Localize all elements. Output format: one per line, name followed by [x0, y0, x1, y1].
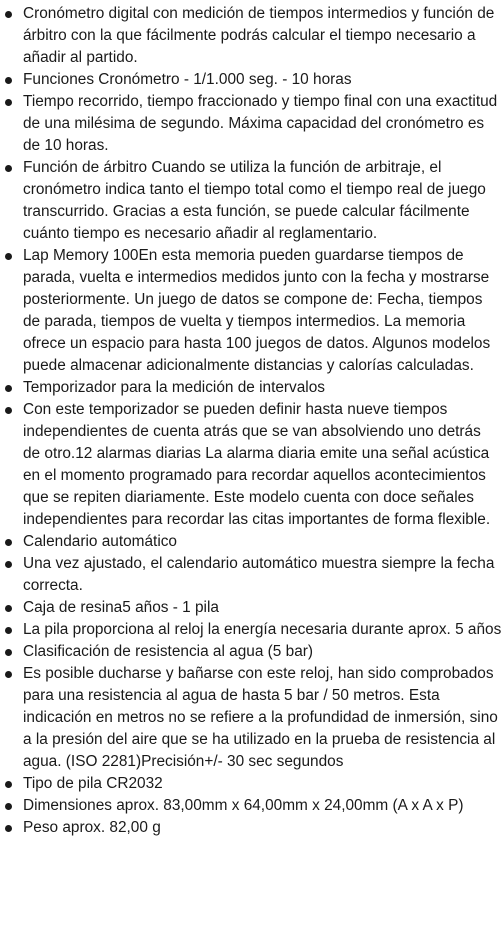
list-item: Dimensiones aprox. 83,00mm x 64,00mm x 24,00mm (A x A x P): [0, 795, 504, 817]
list-item: Tiempo recorrido, tiempo fraccionado y tiempo final con una exactitud de una milésima de segundo. Máxima capacidad del cronómetro es de 10 horas.: [0, 91, 504, 157]
list-item: Temporizador para la medición de intervalos: [0, 377, 504, 399]
list-item: Clasificación de resistencia al agua (5 bar): [0, 641, 504, 663]
list-item: Función de árbitro Cuando se utiliza la función de arbitraje, el cronómetro indica tanto el tiempo total como el tiempo real de juego transcurrido. Gracias a esta función, se puede calcular fácilmente cuánto tiempo es necesario añadir al reglamentario.: [0, 157, 504, 245]
list-item: Calendario automático: [0, 531, 504, 553]
list-item: Cronómetro digital con medición de tiempos intermedios y función de árbitro con la que fácilmente podrás calcular el tiempo necesario a añadir al partido.: [0, 3, 504, 69]
list-item: Tipo de pila CR2032: [0, 773, 504, 795]
list-item: Lap Memory 100En esta memoria pueden guardarse tiempos de parada, vuelta e intermedios medidos junto con la fecha y mostrarse posteriormente. Un juego de datos se compone de: Fecha, tiempos de parada, tiempos de vuelta y tiempos intermedios. La memoria ofrece un espacio para hasta 100 juegos de datos. Algunos modelos puede almacenar adicionalmente distancias y calorías calculadas.: [0, 245, 504, 377]
list-item: Peso aprox. 82,00 g: [0, 817, 504, 839]
list-item: Funciones Cronómetro - 1/1.000 seg. - 10 horas: [0, 69, 504, 91]
list-item: La pila proporciona al reloj la energía necesaria durante aprox. 5 años: [0, 619, 504, 641]
list-item: Caja de resina5 años - 1 pila: [0, 597, 504, 619]
list-item: Es posible ducharse y bañarse con este reloj, han sido comprobados para una resistencia al agua de hasta 5 bar / 50 metros. Esta indicación en metros no se refiere a la profundidad de inmersión, sino a la presión del aire que se ha utilizado en la prueba de resistencia al agua. (ISO 2281)Precisión+/- 30 sec segundos: [0, 663, 504, 773]
list-item: Una vez ajustado, el calendario automático muestra siempre la fecha correcta.: [0, 553, 504, 597]
list-item: Con este temporizador se pueden definir hasta nueve tiempos independientes de cuenta atrás que se van absolviendo uno detrás de otro.12 alarmas diarias La alarma diaria emite una señal acústica en el momento programado para recordar aquellos acontecimientos que se repiten diariamente. Este modelo cuenta con doce señales independientes para recordar las citas importantes de forma flexible.: [0, 399, 504, 531]
